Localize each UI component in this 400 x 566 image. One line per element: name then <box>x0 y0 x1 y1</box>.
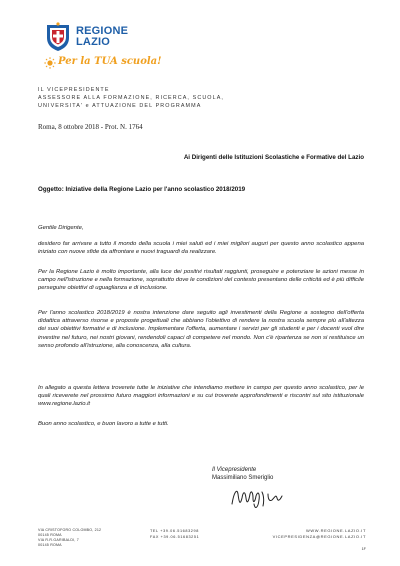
office-line: IL VICEPRESIDENTE <box>38 87 110 93</box>
footer-address-line: VIA R.R.GARIBALDI, 7 <box>38 538 79 542</box>
org-name-line2: LAZIO <box>76 36 110 48</box>
page-number: 1F <box>361 547 366 551</box>
body-paragraph: Per l'anno scolastico 2018/2019 è nostra intenzione dare seguito agli investimenti della Regione a sostegno dell'offerta didattica attraverso risorse e proposte progettuali che abbiano l'obiettivo di rendere la nostra scuola sempre più all'altezza dei suoi obiettivi formativi e di inclusione. Implementare l'offerta, aumentare i servizi per gli studenti e per i docenti vuol dire investire nel futuro, nei nostri giovani, rendendoli capaci di competere nel mondo. Non c'è ripartenza se non si restituisce un senso profondo all'istruzione, alla conoscenza, alla cultura. <box>38 310 364 349</box>
salutation: Gentile Dirigente, <box>38 225 84 231</box>
body-paragraph: In allegato a questa lettera troverete tutte le iniziative che intendiamo mettere in campo per questo anno scolastico, per le quali riceverete nel prossimo futuro maggiori informazioni e su cui troverete approfondimenti e riscontri sul sito istituzionale www.regione.lazio.it <box>38 385 364 408</box>
logo-title <box>76 26 128 48</box>
office-block <box>38 86 224 110</box>
signatory-name: Massimiliano Smeriglio <box>212 475 274 481</box>
org-name-line1: REGIONE <box>76 25 129 37</box>
office-line: UNIVERSITA' e ATTUAZIONE DEL PROGRAMMA <box>38 103 202 109</box>
body-paragraph: Per la Regione Lazio è molto importante, alla luce dei positivi risultati raggiunti, proseguire e potenziare le azioni messe in campo nell'istruzione e nella formazione, soprattutto dove le condizioni del contesto presentano delle criticità ed è più difficile perseguire obiettivi di uguaglianza e di inclusione. <box>38 269 364 292</box>
signatory-title: Il Vicepresidente <box>212 467 257 473</box>
footer-address-line: 00145 ROMA <box>38 533 62 537</box>
body-paragraph: desidero far arrivare a tutto il mondo della scuola i miei saluti ed i miei migliori auguri per questo anno scolastico appena iniziato con nuove sfide da affrontare e nuovi traguardi da realizzare. <box>38 241 364 256</box>
closing-line: Buon anno scolastico, e buon lavoro a tutte e tutti. <box>38 421 169 427</box>
regione-lazio-logo <box>44 22 204 74</box>
footer-address-line: VIA CRISTOFORO COLOMBO, 212 <box>38 528 102 532</box>
subject-line: Oggetto: Iniziative della Regione Lazio per l'anno scolastico 2018/2019 <box>38 186 246 193</box>
recipient: Ai Dirigenti delle Istituzioni Scolastiche e Formative del Lazio <box>183 154 364 161</box>
sun-icon <box>44 57 56 69</box>
tagline-text: Per la TUA scuola! <box>58 56 162 67</box>
date-protocol: Roma, 8 ottobre 2018 - Prot. N. 1764 <box>38 123 143 131</box>
regione-lazio-emblem-icon <box>44 22 72 52</box>
handwritten-signature <box>228 480 288 512</box>
footer-website-link[interactable]: WWW.REGIONE.LAZIO.IT <box>306 528 366 533</box>
footer-address-line: 00145 ROMA <box>38 543 62 547</box>
tagline <box>44 56 174 70</box>
office-line: ASSESSORE ALLA FORMAZIONE, RICERCA, SCUOLA, <box>38 95 224 101</box>
footer-email-link[interactable]: VICEPRESIDENZA@REGIONE.LAZIO.IT <box>272 534 366 539</box>
footer-contacts <box>273 528 366 540</box>
footer-fax: FAX +39.06.51683251 <box>150 535 200 539</box>
footer-addresses <box>38 528 101 548</box>
footer-phones <box>150 528 199 540</box>
footer-tel: TEL +39.06.51683298 <box>150 529 199 533</box>
